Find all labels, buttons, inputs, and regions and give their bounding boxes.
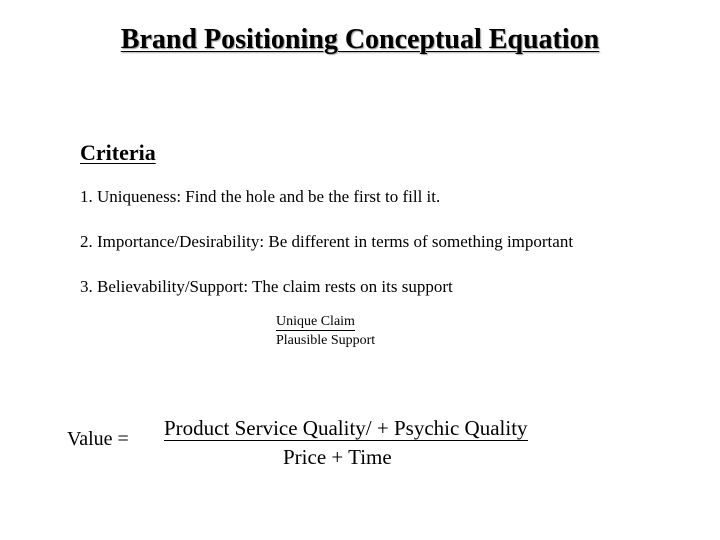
criteria-item-uniqueness: 1. Uniqueness: Find the hole and be the first to fill it. <box>80 187 441 206</box>
criteria-heading: Criteria <box>80 140 156 165</box>
claim-fraction <box>276 312 375 350</box>
criteria-item-importance: 2. Importance/Desirability: Be different in terms of something important <box>80 232 574 251</box>
value-equation-label: Value = <box>67 428 129 450</box>
criteria-item-believability: 3. Believability/Support: The claim rests on its support <box>80 277 453 296</box>
claim-numerator: Unique Claim <box>276 314 355 329</box>
value-equation-denominator: Price + Time <box>283 445 392 469</box>
criteria-list <box>80 187 573 322</box>
value-equation-numerator: Product Service Quality/ + Psychic Quality <box>164 416 528 440</box>
slide-title: Brand Positioning Conceptual Equation <box>120 24 600 55</box>
claim-denominator: Plausible Support <box>276 333 376 348</box>
